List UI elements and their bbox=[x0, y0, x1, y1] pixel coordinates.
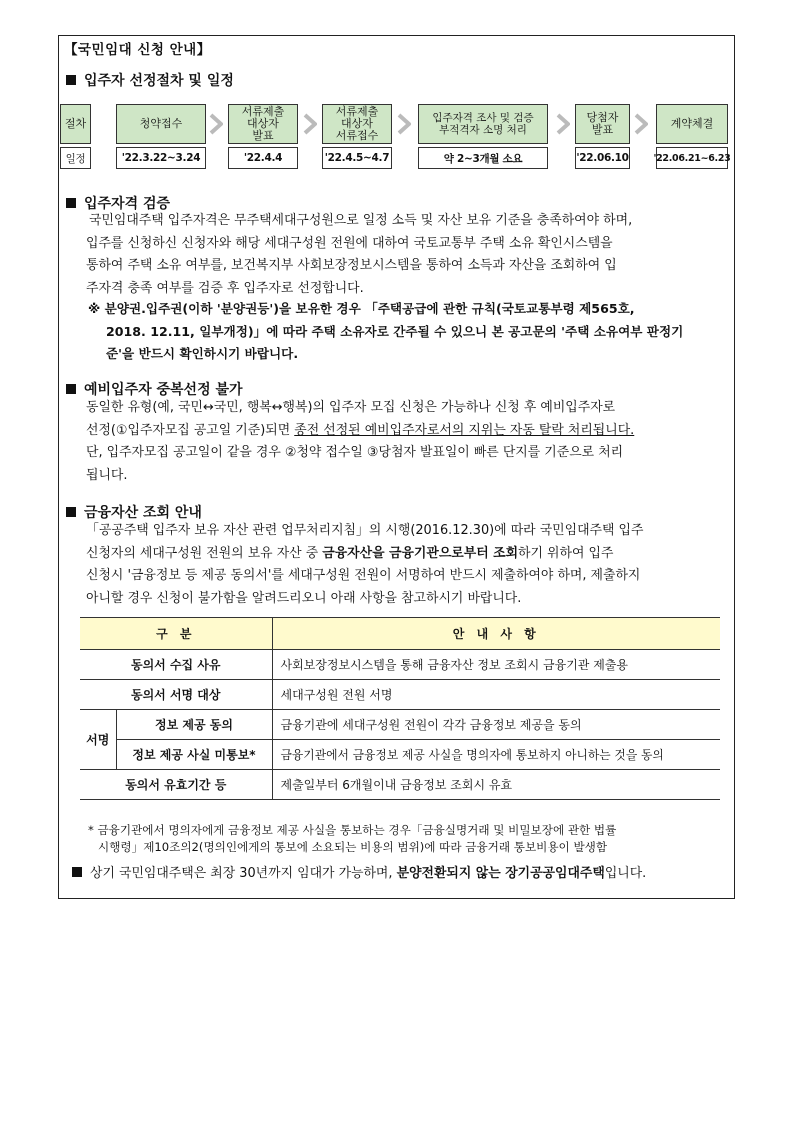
chevron-right-icon bbox=[556, 113, 570, 135]
page-title: 【국민임대 신청 안내】 bbox=[64, 42, 211, 58]
table-row: 정보 제공 사실 미통보* 금융기관에서 금융정보 제공 사실을 명의자에 통보하지 아니하는 것을 동의 bbox=[80, 740, 720, 770]
step-date-winner-announce: '22.06.10 bbox=[575, 147, 630, 169]
duplicate-heading bbox=[66, 379, 243, 399]
square-bullet-icon bbox=[66, 384, 76, 394]
financial-heading bbox=[66, 502, 202, 522]
table-row: 동의서 수집 사유 사회보장정보시스템을 통해 금융자산 정보 조회시 금융기관 제출용 bbox=[80, 650, 720, 680]
ownership-note: ※ 분양권.입주권(이하 '분양권등')을 보유한 경우 「주택공급에 관한 규칙(국토교통부령 제565호, 2018. 12.11, 일부개정)」에 따라 주택 소유자로 간주될 수 있으니 본 공고문의 '주택 소유여부 판정기 준'을 반드시 확인하시기 바랍니다. bbox=[88, 301, 684, 361]
duplicate-paragraph: 동일한 유형(예, 국민↔국민, 행복↔행복)의 입주자 모집 신청은 가능하나 신청 후 예비입주자로 선정(①입주자모집 공고일 기준)되면 종전 선정된 예비입주자로서의 지위는 자동 탈락 처리됩니다. 단, 입주자모집 공고일이 같을 경우 ②청약 접수일 ③당첨자 발표일이 빠른 단지를 기준으로 처리 됩니다. bbox=[86, 400, 635, 483]
financial-paragraph: 「공공주택 입주자 보유 자산 관련 업무처리지침」의 시행(2016.12.30)에 따라 국민임대주택 입주 신청자의 세대구성원 전원의 보유 자산 중 금융자산을 금융기관으로부터 조회하기 위하여 입주 신청시 '금융정보 등 제공 동의서'를 세대구성원 전원이 서명하여 반드시 제출하여야 하며, 제출하지 아니할 경우 신청이 불가함을 알려드리오니 아래 사항을 참고하시기 바랍니다. bbox=[86, 523, 644, 606]
square-bullet-icon bbox=[66, 507, 76, 517]
consent-info-table bbox=[80, 617, 720, 800]
table-header-category: 구 분 bbox=[80, 618, 272, 650]
step-box-winner-announce: 당첨자 발표 bbox=[575, 104, 630, 144]
table-header-details: 안 내 사 항 bbox=[272, 618, 720, 650]
chevron-right-icon bbox=[397, 113, 411, 135]
footnote: * 금융기관에서 명의자에게 금융정보 제공 사실을 통보하는 경우「금융실명거래 및 비밀보장에 관한 법률 시행령」제10조의2(명의인에게의 통보에 소요되는 비용의 범위)에 따라 금융거래 통보비용이 발생함 bbox=[88, 823, 617, 854]
table-row: 동의서 서명 대상 세대구성원 전원 서명 bbox=[80, 680, 720, 710]
step-box-doc-submission: 서류제출 대상자 서류접수 bbox=[322, 104, 392, 144]
process-heading-text: 입주자 선정절차 및 일정 bbox=[84, 73, 234, 89]
step-box-contract: 계약체결 bbox=[656, 104, 728, 144]
chevron-right-icon bbox=[634, 113, 648, 135]
qualification-paragraph: 국민임대주택 입주자격은 무주택세대구성원으로 일정 소득 및 자산 보유 기준을 충족하여야 하며, 입주를 신청하신 신청자와 해당 세대구성원 전원에 대하여 국토교통부 주택 소유 확인시스템을 통하여 주택 소유 여부를, 보건복지부 사회보장정보시스템을 통하여 소득과 자산을 조회하여 입 주자격 충족 여부를 검증 후 입주자로 선정합니다. bbox=[86, 213, 633, 296]
step-box-doc-target-announce: 서류제출 대상자 발표 bbox=[228, 104, 298, 144]
qualification-heading-text: 입주자격 검증 bbox=[84, 196, 171, 212]
table-row: 동의서 유효기간 등 제출일부터 6개월이내 금융정보 조회시 유효 bbox=[80, 770, 720, 800]
financial-heading-text: 금융자산 조회 안내 bbox=[84, 505, 202, 521]
chevron-right-icon bbox=[209, 113, 223, 135]
step-date-doc-target-announce: '22.4.4 bbox=[228, 147, 298, 169]
square-bullet-icon bbox=[72, 867, 82, 877]
duplicate-heading-text: 예비입주자 중복선정 불가 bbox=[84, 382, 243, 398]
step-date-contract: '22.06.21~6.23 bbox=[656, 147, 728, 169]
closing-statement: 상기 국민임대주택은 최장 30년까지 임대가 가능하며, 분양전환되지 않는 장기공공임대주택입니다. bbox=[72, 862, 646, 881]
chevron-right-icon bbox=[303, 113, 317, 135]
square-bullet-icon bbox=[66, 198, 76, 208]
table-header-row bbox=[80, 618, 720, 650]
signature-group-label: 서명 bbox=[80, 710, 116, 770]
step-box-application: 청약접수 bbox=[116, 104, 206, 144]
row-label-procedure: 절차 bbox=[60, 104, 91, 144]
underlined-notice: 종전 선정된 예비입주자로서의 지위는 자동 탈락 처리됩니다. bbox=[294, 422, 635, 438]
step-box-qualification-check: 입주자격 조사 및 검증 부적격자 소명 처리 bbox=[418, 104, 548, 144]
step-date-application: '22.3.22~3.24 bbox=[116, 147, 206, 169]
row-label-schedule: 일정 bbox=[60, 147, 91, 169]
table-row: 서명 정보 제공 동의 금융기관에 세대구성원 전원이 각각 금융정보 제공을 동의 bbox=[80, 710, 720, 740]
process-heading bbox=[66, 70, 234, 90]
square-bullet-icon bbox=[66, 75, 76, 85]
step-date-qualification-check: 약 2~3개월 소요 bbox=[418, 147, 548, 169]
step-date-doc-submission: '22.4.5~4.7 bbox=[322, 147, 392, 169]
